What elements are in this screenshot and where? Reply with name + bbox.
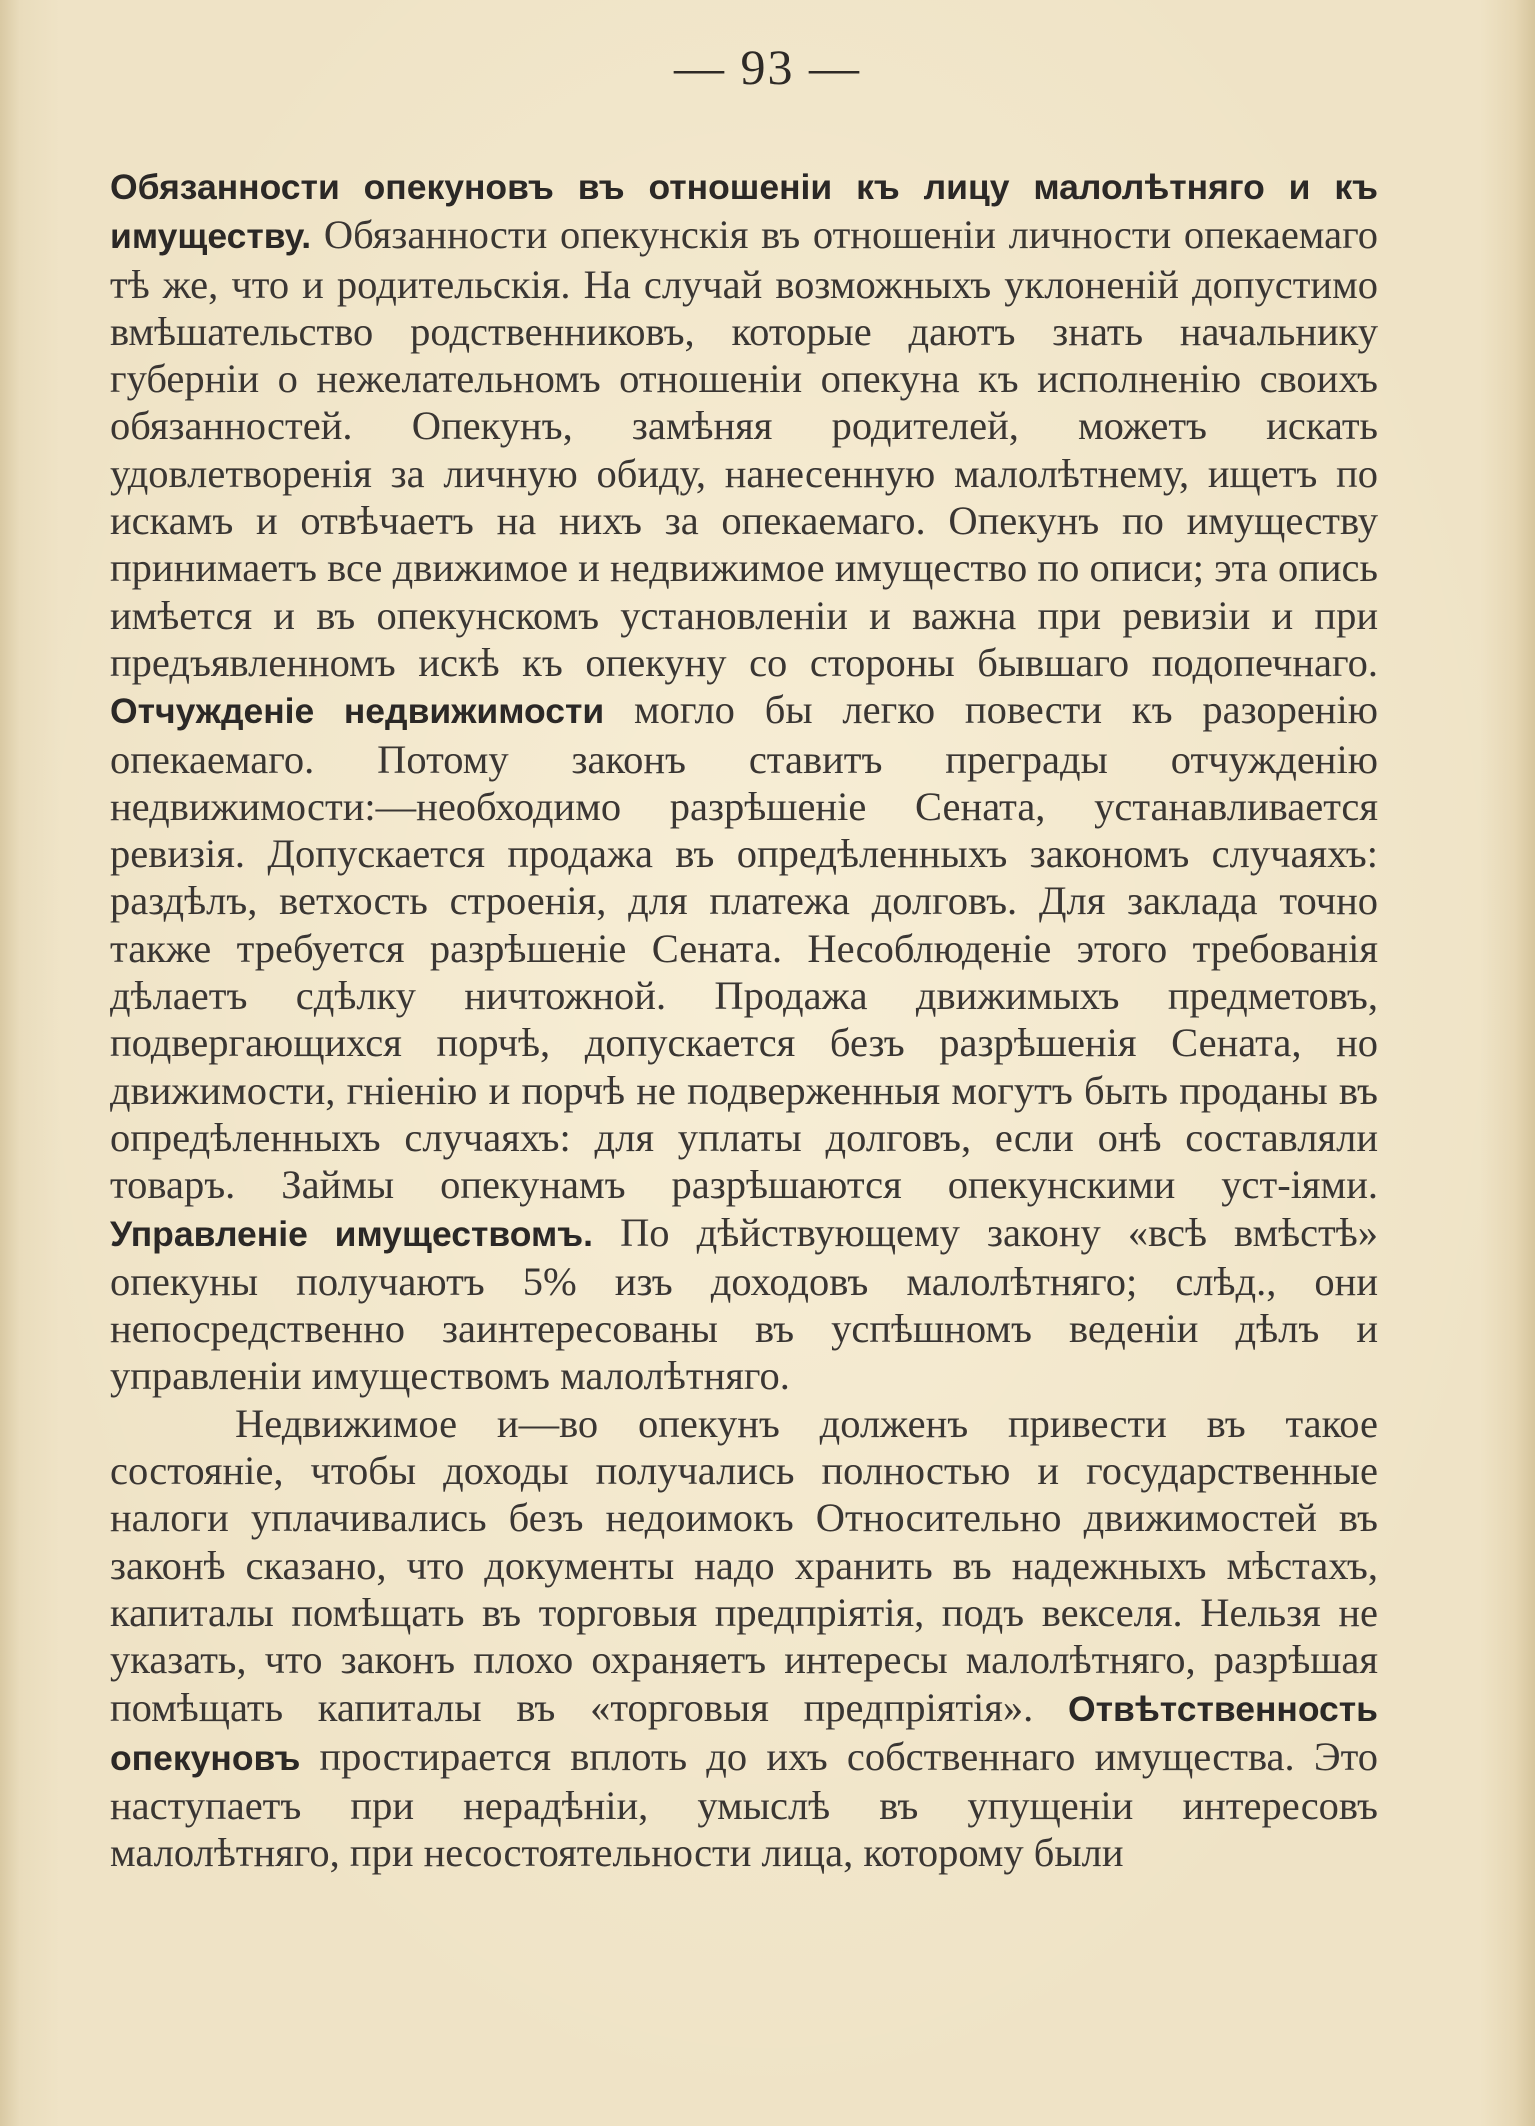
- paragraph-2: [110, 1400, 1378, 1877]
- paragraph-1-text-a: Обязанности опекунскія въ отношеніи личности опекаемаго тѣ же, что и родительскія. На случай возможныхъ уклоненій допустимо вмѣшательство родственниковъ, которые даютъ знать начальнику губерніи о нежелательномъ отношеніи опекуна къ исполненію своихъ обязанностей. Опекунъ, замѣняя родителей, можетъ искать удовлетворенія за личную обиду, нанесенную малолѣтнему, ищетъ по искамъ и отвѣчаетъ на нихъ за опекаемаго. Опекунъ по имуществу принимаетъ все движимое и недвижимое имущество по описи; эта опись имѣется и въ опекунскомъ установленіи и важна при ревизіи и при предъявленномъ искѣ къ опекуну со стороны бывшаго подопечнаго.: [110, 212, 1378, 685]
- page-number: — 93 —: [674, 39, 861, 95]
- body-text: [110, 162, 1378, 1877]
- section-heading-alienation: Отчужденіе недвижимости: [110, 691, 605, 732]
- section-heading-property-management: Управленіе имуществомъ.: [110, 1213, 593, 1254]
- paragraph-2-text-a: Недвижимое и—во опекунъ долженъ привести въ такое состояніе, чтобы доходы получались полностью и государственные налоги уплачивались безъ недоимокъ Относительно движимостей въ законѣ сказано, что документы надо хранить въ надежныхъ мѣстахъ, капиталы помѣщать въ торговыя предпріятія, подъ векселя. Нельзя не указать, что законъ плохо охраняетъ интересы малолѣтняго, разрѣшая помѣщать капиталы въ «торговыя предпріятія».: [110, 1400, 1378, 1730]
- paragraph-1-text-c: По дѣйствующему закону «всѣ вмѣстѣ» опекуны получаютъ 5% изъ доходовъ малолѣтняго; слѣд., они непосредственно заинтересованы въ успѣшномъ веденіи дѣлъ и управленіи имуществомъ малолѣтняго.: [110, 1209, 1378, 1399]
- paragraph-2-text-b: простирается вплоть до ихъ собственнаго имущества. Это наступаетъ при нерадѣніи, умыслѣ въ упущеніи интересовъ малолѣтняго, при несостоятельности лица, которому были: [110, 1733, 1378, 1876]
- section-heading-guardian-duties: Обязанности опекуновъ въ отношеніи къ лицу малолѣтняго и къ имуществу.: [110, 167, 1378, 257]
- paragraph-1: [110, 162, 1378, 1400]
- paragraph-1-text-b: могло бы легко повести къ разоренію опекаемаго. Потому законъ ставитъ преграды отчужденію недвижимости:—необходимо разрѣшеніе Сената, устанавливается ревизія. Допускается продажа въ опредѣленныхъ закономъ случаяхъ: раздѣлъ, ветхость строенія, для платежа долговъ. Для заклада точно также требуется разрѣшеніе Сената. Несоблюденіе этого требованія дѣлаетъ сдѣлку ничтожной. Продажа движимыхъ предметовъ, подвергающихся порчѣ, допускается безъ разрѣшенія Сената, но движимости, гніенію и порчѣ не подверженныя могутъ быть проданы въ опредѣленныхъ случаяхъ: для уплаты долговъ, если онѣ составляли товаръ. Займы опекунамъ разрѣшаются опекунскими уст-іями.: [110, 687, 1378, 1208]
- section-heading-liability: Отвѣтственность опекуновъ: [110, 1688, 1378, 1778]
